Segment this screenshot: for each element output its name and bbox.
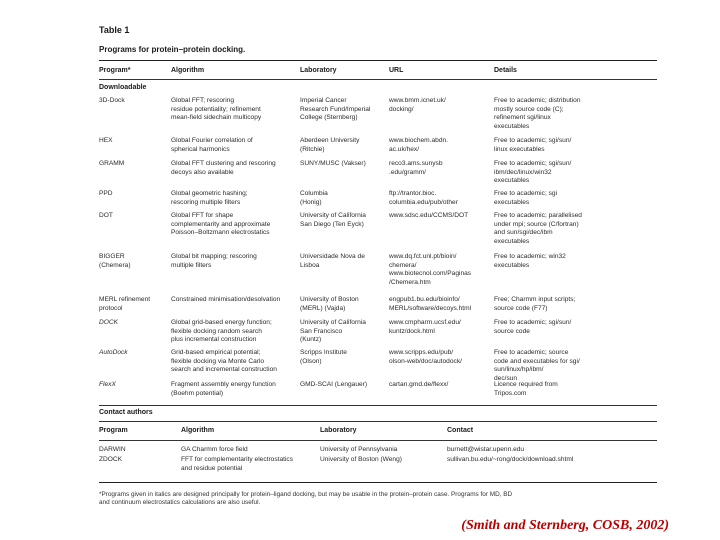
row-program: GRAMM xyxy=(99,160,125,167)
row-algorithm: Global grid-based energy function; flexible docking random search plus incremental construction xyxy=(171,319,272,344)
row-details: Free to academic; distribution mostly source code (C); refinement sgi/linux executables xyxy=(494,97,581,130)
col-header-program: Program* xyxy=(99,67,131,74)
row-program: MERL refinement protocol xyxy=(99,296,151,312)
contact-header-contact: Contact xyxy=(447,427,474,434)
table-top-rule xyxy=(99,60,657,61)
row-algorithm: Global FFT clustering and rescoring decoys also available xyxy=(171,160,276,176)
row-algorithm: Global FFT; rescoring residue potentiality; refinement mean-field sidechain multicopy xyxy=(171,97,262,122)
contact-laboratory: University of Boston (Weng) xyxy=(320,456,402,463)
row-details: Free to academic; parallelised under mpi; source (C/fortran) and sun/sgi/dec/ibm executables xyxy=(494,212,582,245)
row-program: BIGGER (Chemera) xyxy=(99,253,131,269)
col-header-algorithm: Algorithm xyxy=(171,67,205,74)
row-program: DOT xyxy=(99,212,113,219)
col-header-laboratory: Laboratory xyxy=(300,67,337,74)
row-url: www.sdsc.edu/CCMS/DOT xyxy=(389,212,469,219)
row-url: www.dq.fct.unl.pt/bioin/ chemera/ www.biotecnol.com/Paginas /Chemera.htm xyxy=(389,253,472,286)
table-footnote: *Programs given in italics are designed principally for protein–ligand docking, but may be usable in the protein–protein case. Programs for MD, BD and continuum electrostatics calculations are also useful. xyxy=(99,491,513,507)
row-algorithm: Grid-based empirical potential; flexible docking via Monte Carlo search and incremental construction xyxy=(171,349,277,374)
table-caption: Programs for protein–protein docking. xyxy=(99,45,246,54)
contact-header-algorithm: Algorithm xyxy=(181,427,215,434)
contact-url: sullivan.bu.edu/~rong/dock/download.shtml xyxy=(447,456,574,463)
row-url: www.biochem.abdn. ac.uk/hex/ xyxy=(389,137,449,153)
row-program: HEX xyxy=(99,137,113,144)
row-laboratory: University of California San Diego (Ten Eyck) xyxy=(300,212,366,228)
contact-email: burnett@wistar.upenn.edu xyxy=(447,446,525,453)
row-details: Free to academic; sgi/sun/ source code xyxy=(494,319,572,335)
row-laboratory: University of Boston (MERL) (Vajda) xyxy=(300,296,359,312)
row-algorithm: Constrained minimisation/desolvation xyxy=(171,296,281,303)
row-details: Free to academic; sgi/sun/ linux executables xyxy=(494,137,572,153)
header-rule xyxy=(99,79,657,80)
row-laboratory: GMD-SCAI (Lengauer) xyxy=(300,381,368,388)
row-program: PPD xyxy=(99,190,113,197)
row-laboratory: Scripps Institute (Olson) xyxy=(300,349,347,365)
row-laboratory: SUNY/MUSC (Vakser) xyxy=(300,160,366,167)
row-algorithm: Fragment assembly energy function (Boehm potential) xyxy=(171,381,276,397)
row-algorithm: Global bit mapping; rescoring multiple filters xyxy=(171,253,257,269)
row-url: reco3.ams.sunysb .edu/gramm/ xyxy=(389,160,443,176)
row-details: Licence required from Tripos.com xyxy=(494,381,558,397)
row-details: Free to academic; sgi/sun/ ibm/dec/linux/win32 executables xyxy=(494,160,572,185)
row-url: www.scripps.edu/pub/ olson-web/doc/autodock/ xyxy=(389,349,462,365)
row-program: 3D-Dock xyxy=(99,97,125,104)
contact-header-program: Program xyxy=(99,427,128,434)
row-program: FlexX xyxy=(99,381,116,388)
section-contact-authors: Contact authors xyxy=(99,409,153,416)
row-algorithm: Global Fourier correlation of spherical harmonics xyxy=(171,137,253,153)
table-label: Table 1 xyxy=(99,25,130,35)
row-program: AutoDock xyxy=(99,349,128,356)
table-bottom-rule xyxy=(99,482,657,483)
row-url: www.bmm.icnet.uk/ docking/ xyxy=(389,97,446,113)
row-details: Free to academic; sgi executables xyxy=(494,190,558,206)
contact-header-laboratory: Laboratory xyxy=(320,427,357,434)
row-details: Free to academic; source code and executables for sgi/ sun/linux/hp/ibm/ dec/sun xyxy=(494,349,580,382)
row-url: ftp://trantor.bioc. columbia.edu/pub/other xyxy=(389,190,458,206)
row-laboratory: Universidade Nova de Lisboa xyxy=(300,253,365,269)
contact-program: ZDOCK xyxy=(99,456,123,463)
row-laboratory: Columbia (Honig) xyxy=(300,190,328,206)
section-downloadable: Downloadable xyxy=(99,84,147,91)
row-algorithm: Global geometric hashing; rescoring multiple filters xyxy=(171,190,248,206)
contact-laboratory: University of Pennsylvania xyxy=(320,446,398,453)
row-url: engpub1.bu.edu/bioinfo/ MERL/software/decoys.html xyxy=(389,296,472,312)
row-url: www.cmpharm.ucsf.edu/ kuntz/dock.html xyxy=(389,319,461,335)
row-url: cartan.gmd.de/flexx/ xyxy=(389,381,449,388)
row-details: Free; Charmm input scripts; source code (F77) xyxy=(494,296,576,312)
document-page xyxy=(99,0,669,540)
section-rule xyxy=(99,405,657,406)
row-program: DOCK xyxy=(99,319,119,326)
col-header-details: Details xyxy=(494,67,517,74)
contact-algorithm: FFT for complementarity electrostatics and residue potential xyxy=(181,456,294,472)
contact-top-rule xyxy=(99,421,657,422)
row-laboratory: Aberdeen University (Ritchie) xyxy=(300,137,360,153)
contact-program: DARWIN xyxy=(99,446,126,453)
col-header-url: URL xyxy=(389,67,404,74)
row-laboratory: University of California San Francisco (Kuntz) xyxy=(300,319,366,344)
row-details: Free to academic; win32 executables xyxy=(494,253,566,269)
row-laboratory: Imperial Cancer Research Fund/Imperial College (Sternberg) xyxy=(300,97,371,122)
contact-header-rule xyxy=(99,440,657,441)
citation: (Smith and Sternberg, COSB, 2002) xyxy=(461,518,669,533)
row-algorithm: Global FFT for shape complementarity and approximate Poisson–Boltzmann electrostatics xyxy=(171,212,271,237)
contact-algorithm: GA Charmm force field xyxy=(181,446,248,453)
